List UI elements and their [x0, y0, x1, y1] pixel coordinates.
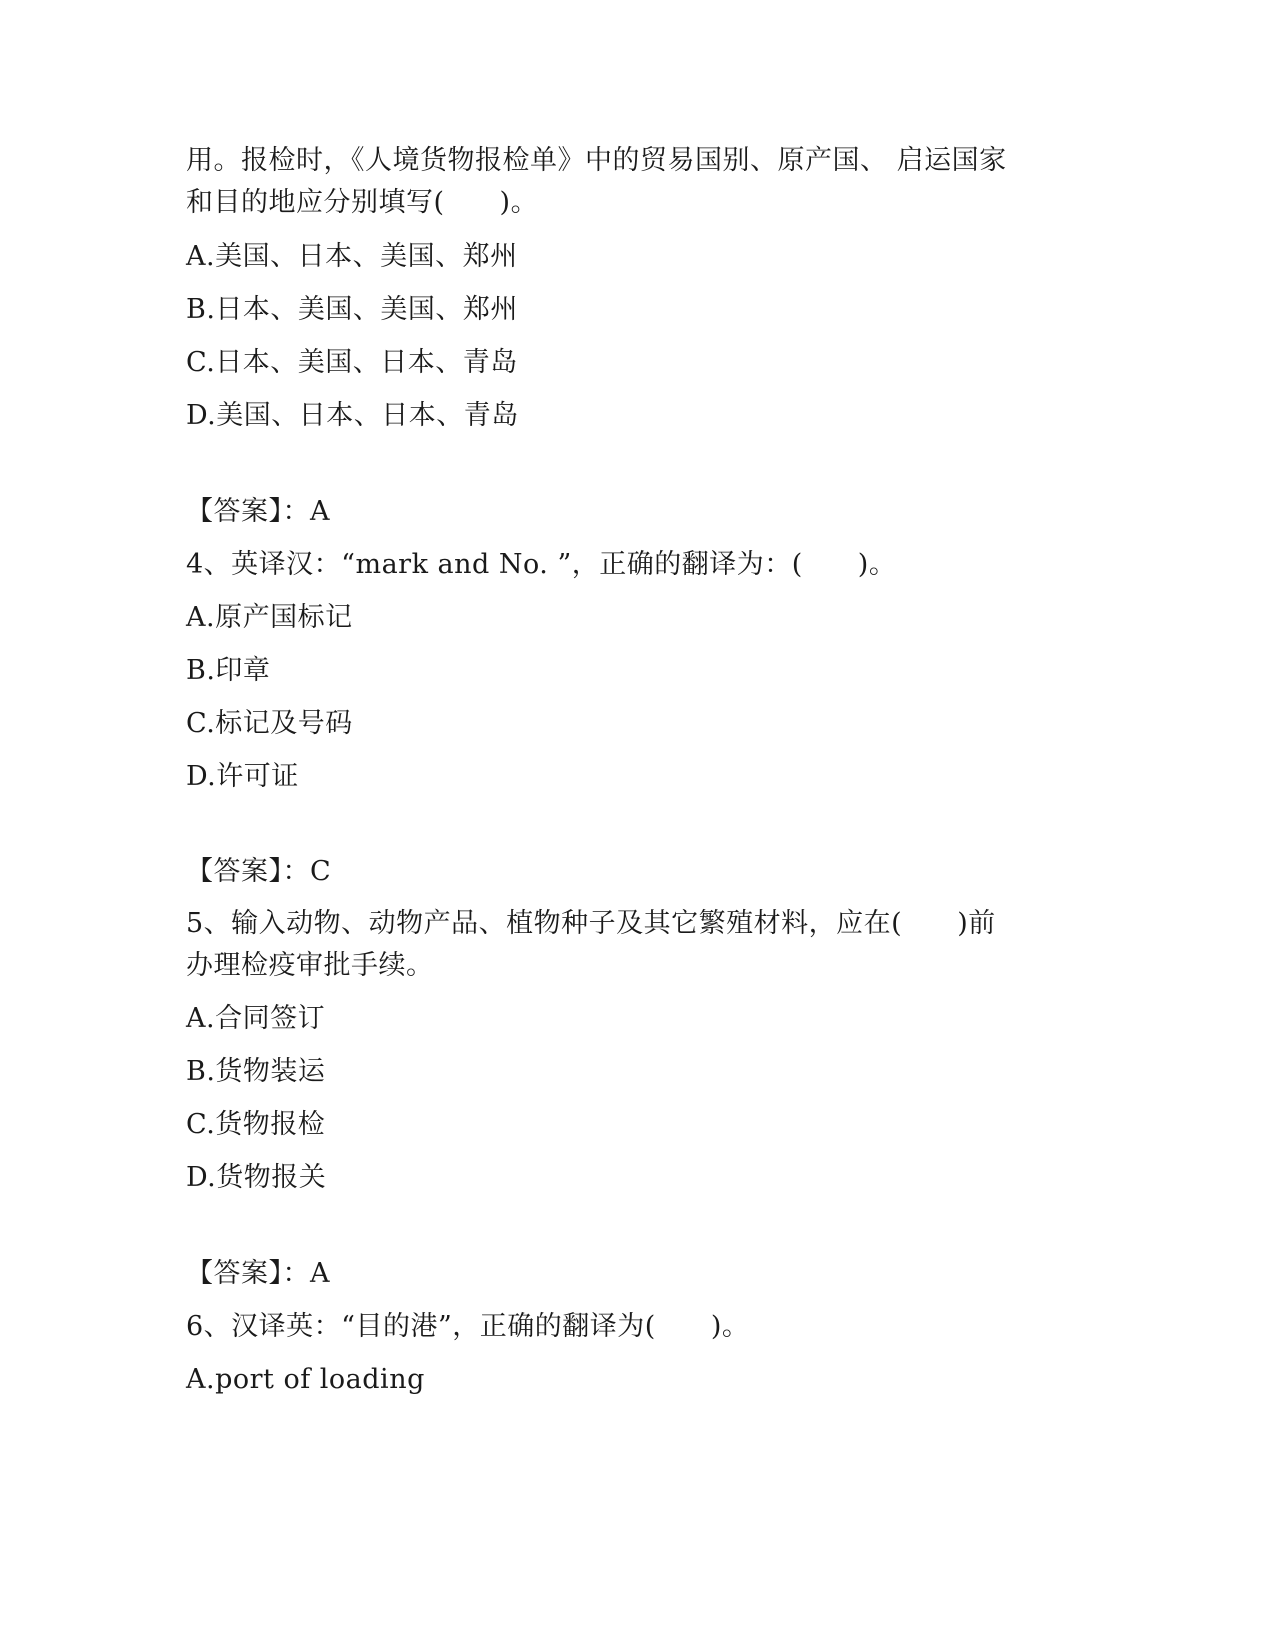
question-4-answer: 【答案】：C: [186, 856, 332, 887]
question-3-stem-line-1: 用。报检时，《人境货物报检单》中的贸易国别、原产国、 启运国家: [186, 145, 1007, 176]
question-3-option-d: D.美国、日本、日本、青岛: [186, 400, 519, 431]
question-5-stem-line-1: 5、输入动物、动物产品、植物种子及其它繁殖材料，应在( )前: [186, 908, 996, 939]
question-5-stem-line-2: 办理检疫审批手续。: [186, 950, 434, 981]
question-5-answer: 【答案】：A: [186, 1258, 330, 1289]
question-3-option-c: C.日本、美国、日本、青岛: [186, 347, 518, 378]
question-3-option-b: B.日本、美国、美国、郑州: [186, 294, 518, 325]
question-5-option-d: D.货物报关: [186, 1162, 327, 1193]
question-5-option-b: B.货物装运: [186, 1056, 326, 1087]
question-3-answer: 【答案】：A: [186, 496, 330, 527]
question-3-stem-line-2: 和目的地应分别填写( )。: [186, 187, 539, 218]
question-4-option-a: A.原产国标记: [186, 602, 353, 633]
question-4-option-c: C.标记及号码: [186, 708, 353, 739]
question-3-option-a: A.美国、日本、美国、郑州: [186, 241, 518, 272]
question-6-option-a: A.port of loading: [186, 1364, 425, 1395]
question-4-option-d: D.许可证: [186, 761, 299, 792]
question-4-stem: 4、英译汉：“mark and No. ”，正确的翻译为：( )。: [186, 549, 897, 580]
question-4-option-b: B.印章: [186, 655, 271, 686]
question-5-option-c: C.货物报检: [186, 1109, 326, 1140]
question-5-option-a: A.合同签订: [186, 1003, 326, 1034]
question-6-stem: 6、汉译英：“目的港”，正确的翻译为( )。: [186, 1311, 750, 1342]
